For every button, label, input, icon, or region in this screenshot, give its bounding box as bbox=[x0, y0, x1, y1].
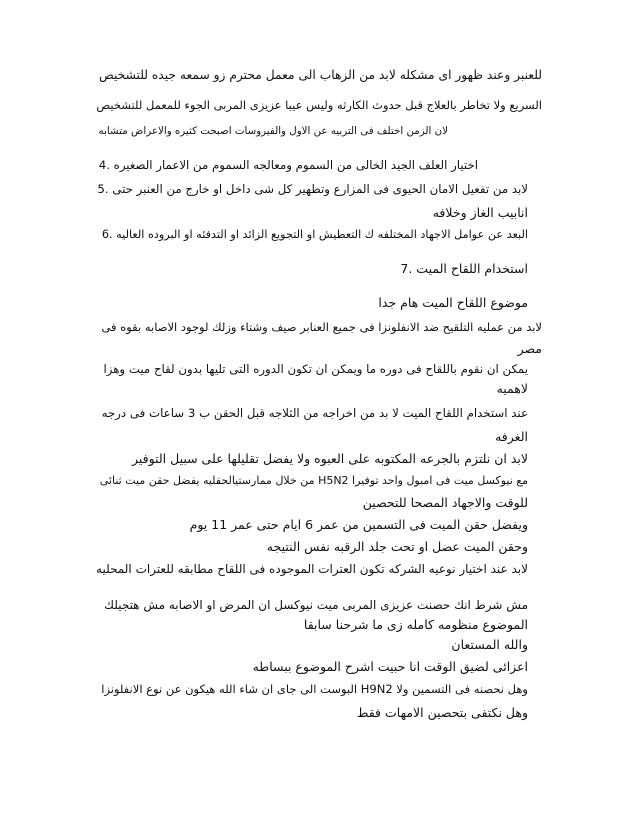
section-line: وحقن الميت عضل او تحت جلد الرقبه نفس النتيجه bbox=[266, 539, 528, 554]
section-line: لابد عند اختيار نوعيه الشركه تكون العترات الموجوده فى اللقاح مطابقه للعترات المحليه bbox=[96, 562, 528, 576]
closing-line: والله المستعان bbox=[451, 637, 528, 652]
closing-line: مش شرط انك حصنت عزيزى المربى ميت نيوكسل ان المرض او الاصابه مش هتجيلك bbox=[104, 598, 528, 612]
list-item-6: البعد عن عوامل الاجهاد المختلفه ك التعطيش او التجويع الزائد او التدفئه او البروده العاليه .6 bbox=[101, 228, 528, 241]
closing-line: اعزائى لضيق الوقت انا حبيت اشرح الموضوع ببساطه bbox=[252, 659, 528, 674]
closing-line: وهل نحصنه فى التسمين ولا H9N2 البوست الى جاى ان شاء الله هيكون عن نوع الانفلونزا bbox=[101, 682, 528, 696]
list-item-5-cont: انابيب الغاز وخلافه bbox=[432, 205, 528, 220]
section-line: لابد من عمليه التلقيح ضد الانفلونزا فى جميع العنابر صيف وشتاء وزلك لوجود الاصابه بقوه فى bbox=[101, 320, 542, 334]
section-line: لاهميه bbox=[496, 381, 528, 396]
paragraph-line: للعنبر وعند ظهور اى مشكله لابد من الزهاب الى معمل محترم زو سمعه جيده للتشخيص bbox=[98, 68, 542, 82]
closing-line: الموضوع منظومه كامله زى ما شرحنا سابقا bbox=[303, 617, 528, 632]
paragraph-line: السريع ولا تخاطر بالعلاج قبل حدوث الكارثه وليس عيبا عزيزى المربى الجوء للمعمل للتشخيص bbox=[96, 98, 542, 112]
section-line: مع نيوكسل ميت فى امبول واحد توفيرا H5N2 من خلال ممارستيالحقليه يفضل حقن ميت ثنائى bbox=[99, 474, 528, 487]
closing-line: وهل نكتفى بتحصين الامهات فقط bbox=[356, 705, 528, 720]
section-line: موضوع اللقاح الميت هام جدا bbox=[378, 295, 528, 310]
section-line: ويفضل حقن الميت فى التسمين من عمر 6 ايام حتى عمر 11 يوم bbox=[189, 517, 528, 532]
paragraph-line: لان الزمن اختلف فى التربيه عن الاول والفيروسات اصبحت كثيره والاعراض متشابه bbox=[98, 125, 448, 137]
section-line: عند استخدام اللقاح الميت لا بد من اخراجه من الثلاجه قبل الحقن ب 3 ساعات فى درجه bbox=[101, 406, 528, 420]
list-item-5: لابد من تفعيل الامان الحيوى فى المزارع وتطهير كل شى داخل او خارج من العنبر حتى .5 bbox=[97, 182, 528, 196]
section-line: يمكن ان نقوم باللقاح فى دوره ما ويمكن ان تكون الدوره التى تليها بدون لقاح ميت وهزا bbox=[103, 362, 528, 376]
section-line: الغرفه bbox=[495, 429, 528, 444]
section-line: لابد ان نلتزم بالجرعه المكتوبه على العبوه ولا يفضل تقليلها على سبيل التوفير bbox=[131, 451, 528, 466]
section-line: للوقت والاجهاد المصحا للتحصين bbox=[362, 495, 528, 510]
section-line: مصر bbox=[517, 341, 542, 356]
list-item-7: استخدام اللقاح الميت .7 bbox=[400, 261, 528, 276]
list-item-4: اختيار العلف الجيد الخالى من السموم ومعالجه السموم من الاعمار الصغيره .4 bbox=[98, 158, 478, 172]
